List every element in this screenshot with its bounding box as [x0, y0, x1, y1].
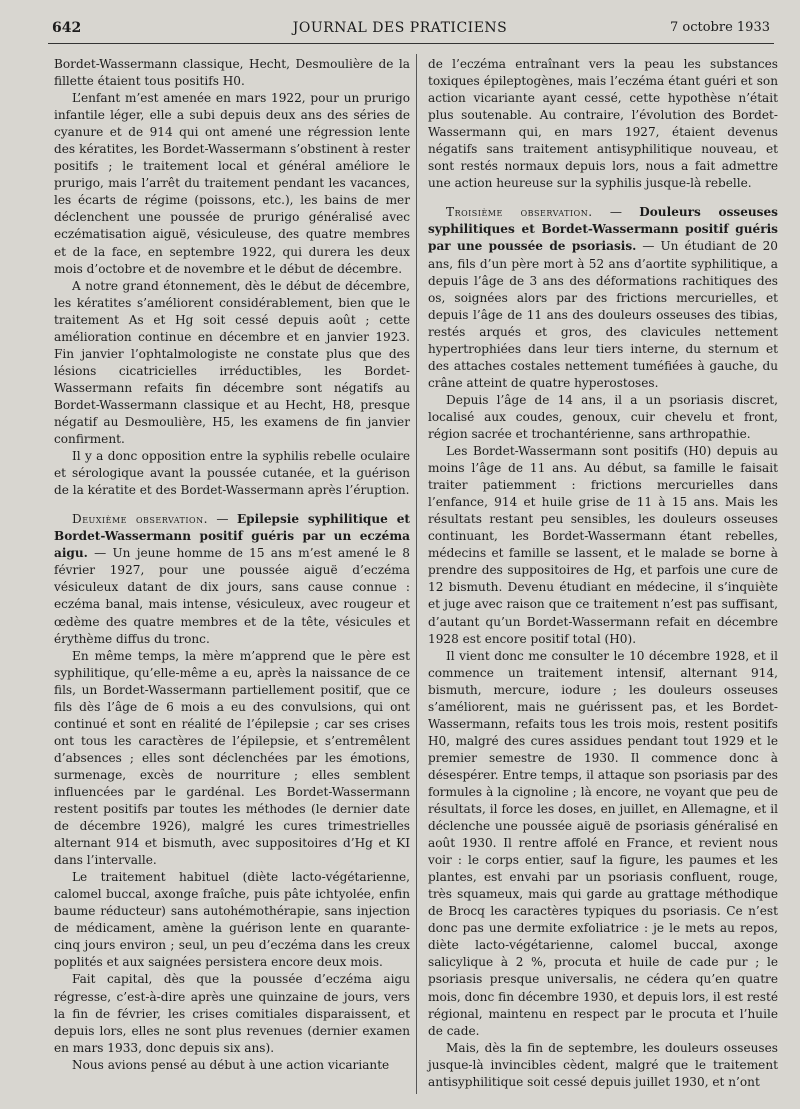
paragraph: A notre grand étonnement, dès le début de décembre, les kératites s’améliorent considérablement, bien que le traitement As et Hg soit cessé depuis août ; cette amélioration continue en décembre et en janvier 1923. Fin janvier l’ophtalmologiste ne constate plus que des lésions cicatricielles irréductibles, les Bordet-Wassermann refaits fin décembre sont négatifs au Bordet-Wassermann classique et au Hecht, H8, presque négatif au Desmoulière, H5, les examens de fin janvier confirment. — [54, 278, 410, 447]
header-rule — [48, 43, 774, 44]
left-column — [54, 56, 410, 1074]
paragraph: Il y a donc opposition entre la syphilis rebelle oculaire et sérologique avant la poussée cutanée, et la guérison de la kératite et des Bordet-Wassermann après l’éruption. — [54, 449, 410, 498]
running-header — [0, 18, 800, 40]
issue-date: 7 octobre 1933 — [669, 20, 770, 35]
right-column — [428, 56, 778, 1091]
column-divider — [416, 54, 417, 1094]
observation-text: — Un étudiant de 20 ans, fils d’un père mort à 52 ans d’aortite syphilitique, a depuis l’âge de 3 ans des déformations rachitiques des os, soignées alors par des frictions mercurielles, et depuis l’âge de 11 ans des douleurs osseuses des tibias, restés arqués et gros, des clavicules nettement hypertrophiées dans leur tiers interne, du sternum et des attaches costales nettement tuméfiées à gauche, du crâne atteint de quatre hyperostoses. — [428, 239, 778, 390]
observation-text: — Un jeune homme de 15 ans m’est amené le 8 février 1927, pour une poussée aiguë d’eczéma vésiculeux datant de dix jours, sans cause connue : eczéma banal, mais intense, vésiculeux, avec rougeur et œdème des quatre membres et de la tête, vésicules et érythème diffus du tronc. — [54, 546, 410, 646]
paragraph: Il vient donc me consulter le 10 décembre 1928, et il commence un traitement intensif, alternant 914, bismuth, mercure, iodure ; les douleurs osseuses s’améliorent, mais ne guérissent pas, et les Bordet-Wassermann, refaits tous les trois mois, restent positifs H0, malgré des cures assidues pendant tout 1929 et le premier semestre de 1930. Il commence donc à désespérer. Entre temps, il attaque son psoriasis par des formules à la cignoline ; là encore, ne voyant que peu de résultats, il force les doses, en juillet, en Allemagne, et il déclenche une poussée aiguë de psoriasis généralisé en août 1930. Il rentre affolé en France, et revient nous voir : le corps entier, sauf la figure, les paumes et les plantes, est envahi par un psoriasis confluent, rouge, très squameux, mais qui garde au grattage méthodique de Brocq les caractères typiques du psoriasis. Ce n’est donc pas une dermite exfoliatrice : je le mets au repos, diète lacto-végétarienne, calomel buccal, axonge salicylique à 2 %, procuta et huile de cade pur ; le psoriasis presque universalis, ne cédera qu’en quatre mois, donc fin décembre 1930, et depuis lors, il est resté régional, maintenu en respect par le procuta et l’huile de cade. — [428, 648, 778, 1038]
paragraph: de l’eczéma entraînant vers la peau les substances toxiques épileptogènes, mais l’eczéma étant guéri et son action vicariante ayant cessé, cette hypothèse n’était plus soutenable. Au contraire, l’évolution des Bordet-Wassermann qui, en mars 1927, étaient devenus négatifs sans traitement antisyphilitique nouveau, et sont restés normaux depuis lors, nous a fait admettre une action heureuse sur la syphilis jusque-là rebelle. — [428, 57, 778, 191]
observation-3 — [428, 204, 778, 392]
paragraph: Le traitement habituel (diète lacto-végétarienne, calomel buccal, axonge fraîche, puis pâte ichtyolée, enfin baume réducteur) sans autohémothérapie, sans injection de médicament, amène la guérison lente en quarante-cinq jours environ ; seul, un peu d’eczéma dans les creux poplités et aux saignées persistera encore deux mois. — [54, 870, 410, 970]
paragraph: Bordet-Wassermann classique, Hecht, Desmoulière de la fillette étaient tous positifs H0. — [54, 57, 410, 89]
paragraph: Mais, dès la fin de septembre, les douleurs osseuses jusque-là invincibles cèdent, malgré que le traitement antisyphilitique soit cessé depuis juillet 1930, et n’ont — [428, 1040, 778, 1089]
journal-title: JOURNAL DES PRATICIENS — [292, 20, 508, 36]
paragraph: Depuis l’âge de 14 ans, il a un psoriasis discret, localisé aux coudes, genoux, cuir chevelu et front, région sacrée et trochantérienne, sans arthropathie. — [428, 392, 778, 441]
paragraph: En même temps, la mère m’apprend que le père est syphilitique, qu’elle-même a eu, après la naissance de ce fils, un Bordet-Wassermann partiellement positif, que ce fils dès l’âge de 6 mois a eu des convulsions, qui ont continué et sont en réalité de l’épilepsie ; car ses crises ont tous les caractères de l’épilepsie, et s’entremêlent d’absences ; elles sont déclenchées par les émotions, surmenage, excès de nourriture ; elles semblent influencées par le gardénal. Les Bordet-Wassermann restent positifs par toutes les méthodes (le dernier date de décembre 1926), malgré les cures trimestrielles alternant 914 et bismuth, avec suppositoires d’Hg et KI dans l’intervalle. — [54, 648, 410, 868]
page-number: 642 — [52, 20, 82, 36]
paragraph: Les Bordet-Wassermann sont positifs (H0) depuis au moins l’âge de 11 ans. Au début, sa famille le faisait traiter patiemment : frictions mercurielles dans l’enfance, 914 et huile grise de 11 à 15 ans. Mais les résultats restant peu sensibles, les douleurs osseuses continuant, les Bordet-Wassermann étant rebelles, médecins et famille se lassent, et le malade se borne à prendre des suppositoires de Hg, et parfois une cure de 12 bismuth. Devenu étudiant en médecine, il s’inquiète et juge avec raison que ce traitement n’est pas suffisant, d’autant qu’un Bordet-Wassermann refait en décembre 1928 est encore positif total (H0). — [428, 444, 778, 646]
observation-2 — [54, 511, 410, 647]
observation-label: Deuxième observation. — [72, 512, 208, 527]
dash: — — [207, 512, 237, 527]
paragraph: L’enfant m’est amenée en mars 1922, pour un prurigo infantile léger, elle a subi depuis deux ans des séries de cyanure et de 914 qui ont amené une régression lente des kératites, les Bordet-Wassermann s’obstinent à rester positifs ; le traitement local et général améliore le prurigo, mais l’arrêt du traitement pendant les vacances, les écarts de régime (poissons, etc.), les bains de mer déclenchent une poussée de prurigo généralisé avec eczématisation aiguë, vésiculeuse, des quatre membres et de la face, en septembre 1922, qui durera les deux mois d’octobre et de novembre et le début de décembre. — [54, 91, 410, 276]
observation-title: Douleurs osseuses syphilitiques et Bordet-Wassermann positif guéris par une poussée de psoriasis. — [428, 205, 778, 254]
dash: — — [592, 205, 640, 220]
paragraph: Fait capital, dès que la poussée d’eczéma aigu régresse, c’est-à-dire après une quinzaine de jours, vers la fin de février, les crises comitiales disparaissent, et depuis lors, elles ne sont plus revenues (dernier examen en mars 1933, donc depuis six ans). — [54, 972, 410, 1055]
observation-label: Troisième observation. — [446, 205, 593, 220]
observation-title: Epilepsie syphilitique et Bordet-Wassermann positif guéris par un eczéma aigu. — [54, 512, 410, 561]
paragraph: Nous avions pensé au début à une action vicariante — [72, 1057, 390, 1072]
